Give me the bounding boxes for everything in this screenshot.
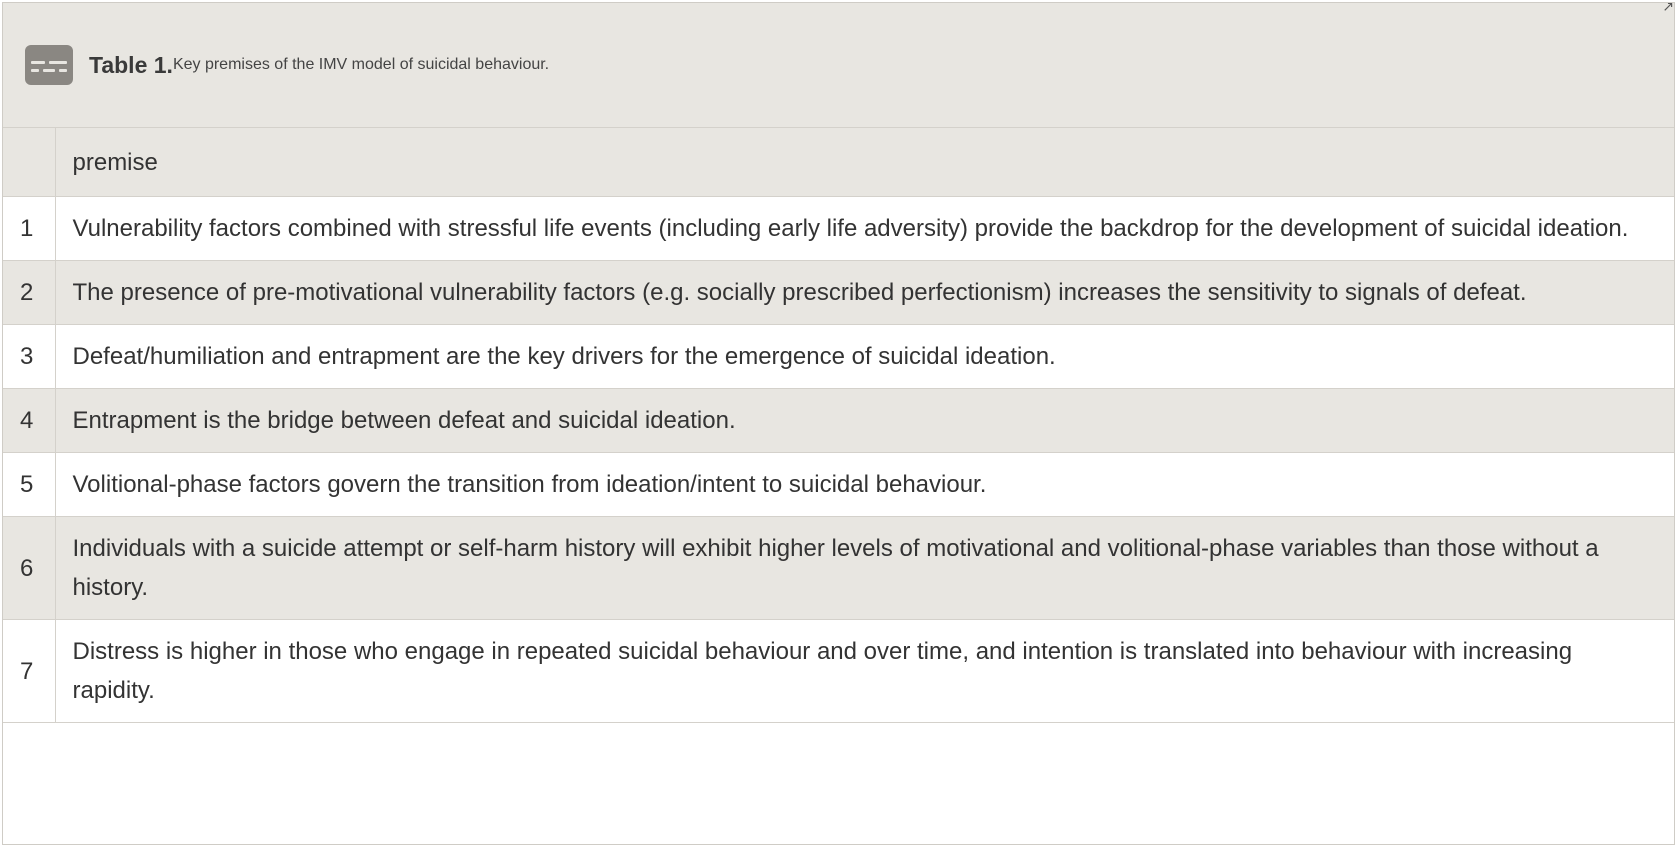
table-row <box>3 517 1674 620</box>
row-premise: Vulnerability factors combined with stressful life events (including early life adversity) provide the backdrop for the development of suicidal ideation. <box>55 197 1674 261</box>
table-row <box>3 325 1674 389</box>
table-header-row <box>3 128 1674 197</box>
caption-label: Table 1. <box>89 51 173 78</box>
row-number: 2 <box>3 261 55 325</box>
table-row <box>3 197 1674 261</box>
table-row <box>3 620 1674 723</box>
table-row <box>3 453 1674 517</box>
table-panel <box>2 2 1675 845</box>
header-cell-number <box>3 128 55 197</box>
row-number: 5 <box>3 453 55 517</box>
header-cell-premise: premise <box>55 128 1674 197</box>
caption-text: Key premises of the IMV model of suicidal behaviour. <box>172 56 550 73</box>
table-row <box>3 261 1674 325</box>
table-row <box>3 389 1674 453</box>
row-premise: Volitional-phase factors govern the transition from ideation/intent to suicidal behaviour. <box>55 453 1674 517</box>
row-premise: Individuals with a suicide attempt or self-harm history will exhibit higher levels of motivational and volitional-phase variables than those without a history. <box>55 517 1674 620</box>
premises-table <box>3 128 1674 723</box>
row-premise: Distress is higher in those who engage in repeated suicidal behaviour and over time, and intention is translated into behaviour with increasing rapidity. <box>55 620 1674 723</box>
row-number: 1 <box>3 197 55 261</box>
row-premise: Defeat/humiliation and entrapment are the key drivers for the emergence of suicidal ideation. <box>55 325 1674 389</box>
row-number: 6 <box>3 517 55 620</box>
row-premise: The presence of pre-motivational vulnerability factors (e.g. socially prescribed perfectionism) increases the sensitivity to signals of defeat. <box>55 261 1674 325</box>
table-icon <box>25 45 73 85</box>
table-caption <box>3 3 1674 128</box>
row-number: 4 <box>3 389 55 453</box>
row-number: 3 <box>3 325 55 389</box>
row-premise: Entrapment is the bridge between defeat and suicidal ideation. <box>55 389 1674 453</box>
row-number: 7 <box>3 620 55 723</box>
close-icon[interactable]: ↗ <box>1662 2 1674 14</box>
